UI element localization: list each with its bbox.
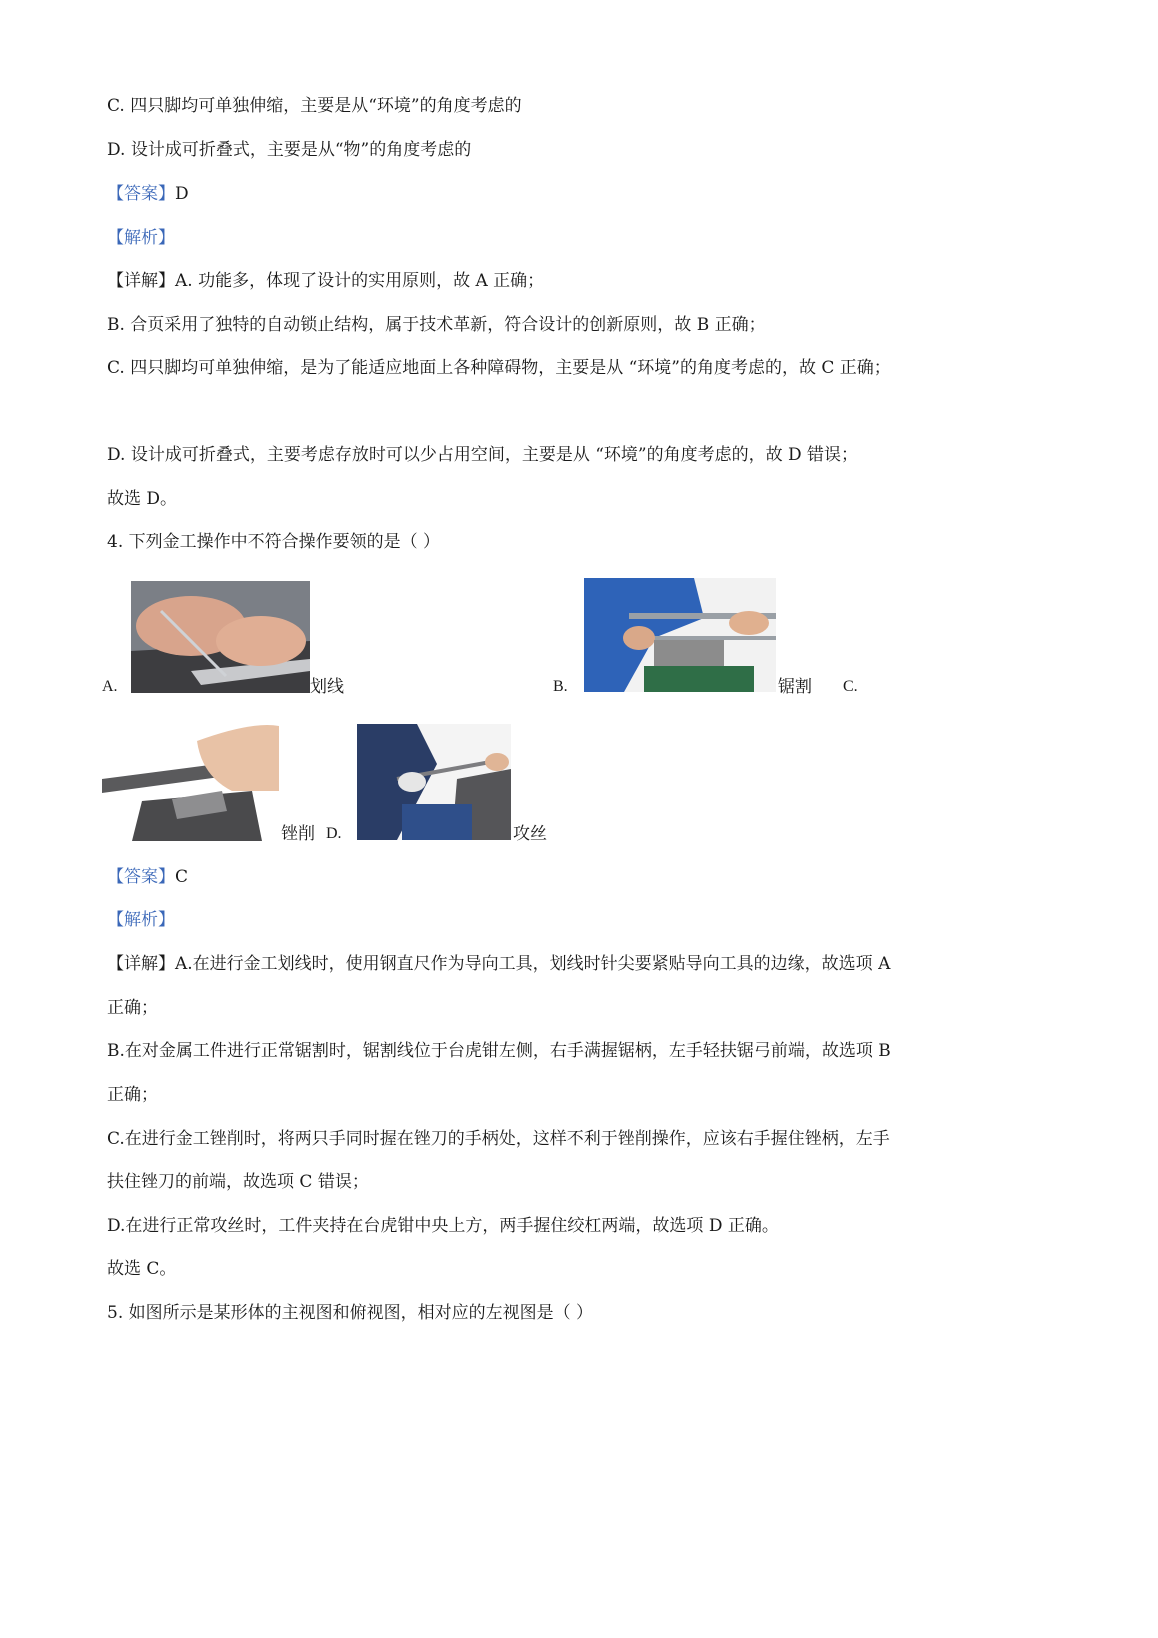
q4-detail-c-2: 扶住锉刀的前端，故选项 C 错误； — [107, 1172, 369, 1192]
answer-value: C — [175, 867, 189, 887]
q3-detail-a: 【详解】A. 功能多，体现了设计的实用原则，故 A 正确； — [107, 271, 545, 291]
q3-conclusion: 故选 D。 — [107, 489, 178, 509]
q3-option-c: C. 四只脚均可单独伸缩，主要是从“环境”的角度考虑的 — [107, 96, 522, 116]
scribing-photo — [131, 581, 310, 693]
q4-option-a-letter: A. — [102, 678, 118, 695]
sawing-photo — [584, 578, 776, 692]
q4-answer — [107, 866, 188, 888]
q4-stem: 4. 下列金工操作中不符合操作要领的是（ ） — [107, 532, 441, 552]
q4-detail-a-2: 正确； — [107, 998, 158, 1018]
q3-answer — [107, 183, 189, 205]
tapping-photo — [357, 724, 511, 840]
q3-detail-b: B. 合页采用了独特的自动锁止结构，属于技术革新，符合设计的创新原则，故 B 正确； — [107, 315, 766, 335]
q4-option-d-caption: 攻丝 — [513, 824, 547, 844]
q4-option-a-caption: 划线 — [310, 677, 344, 697]
q3-analysis-tag: 【解析】 — [107, 228, 175, 248]
q4-option-b-letter: B. — [553, 678, 568, 695]
q5-stem: 5. 如图所示是某形体的主视图和俯视图，相对应的左视图是（ ） — [107, 1303, 594, 1323]
answer-value: D — [175, 184, 189, 204]
q4-option-c-caption: 锉削 — [281, 824, 315, 844]
q4-detail-b-2: 正确； — [107, 1085, 158, 1105]
detail-tag: 【详解】 — [107, 954, 175, 974]
q4-conclusion: 故选 C。 — [107, 1259, 177, 1279]
answer-tag: 【答案】 — [107, 867, 175, 887]
q4-option-c-letter: C. — [843, 678, 858, 695]
answer-tag: 【答案】 — [107, 184, 175, 204]
q4-option-b-caption: 锯割 — [778, 677, 812, 697]
q4-detail-c-1: C.在进行金工锉削时，将两只手同时握在锉刀的手柄处，这样不利于锉削操作，应该右手握住锉柄，左手 — [107, 1129, 890, 1149]
q4-analysis-tag: 【解析】 — [107, 910, 175, 930]
q3-detail-c: C. 四只脚均可单独伸缩，是为了能适应地面上各种障碍物，主要是从 “环境”的角度考虑的，故 C 正确； — [107, 358, 891, 378]
q4-detail-a-1: 【详解】A.在进行金工划线时，使用钢直尺作为导向工具，划线时针尖要紧贴导向工具的边缘，故选项 A — [107, 954, 891, 974]
q3-detail-d: D. 设计成可折叠式，主要考虑存放时可以少占用空间，主要是从 “环境”的角度考虑的，故 D 错误； — [107, 445, 859, 465]
q4-detail-b-1: B.在对金属工件进行正常锯割时，锯割线位于台虎钳左侧，右手满握锯柄，左手轻扶锯弓前端，故选项 B — [107, 1041, 891, 1061]
filing-photo — [102, 721, 279, 841]
q4-option-d-letter: D. — [326, 825, 342, 842]
q3-option-d: D. 设计成可折叠式，主要是从“物”的角度考虑的 — [107, 140, 472, 160]
q4-detail-d: D.在进行正常攻丝时，工件夹持在台虎钳中央上方，两手握住绞杠两端，故选项 D 正确。 — [107, 1216, 779, 1236]
detail-tag: 【详解】 — [107, 271, 175, 291]
